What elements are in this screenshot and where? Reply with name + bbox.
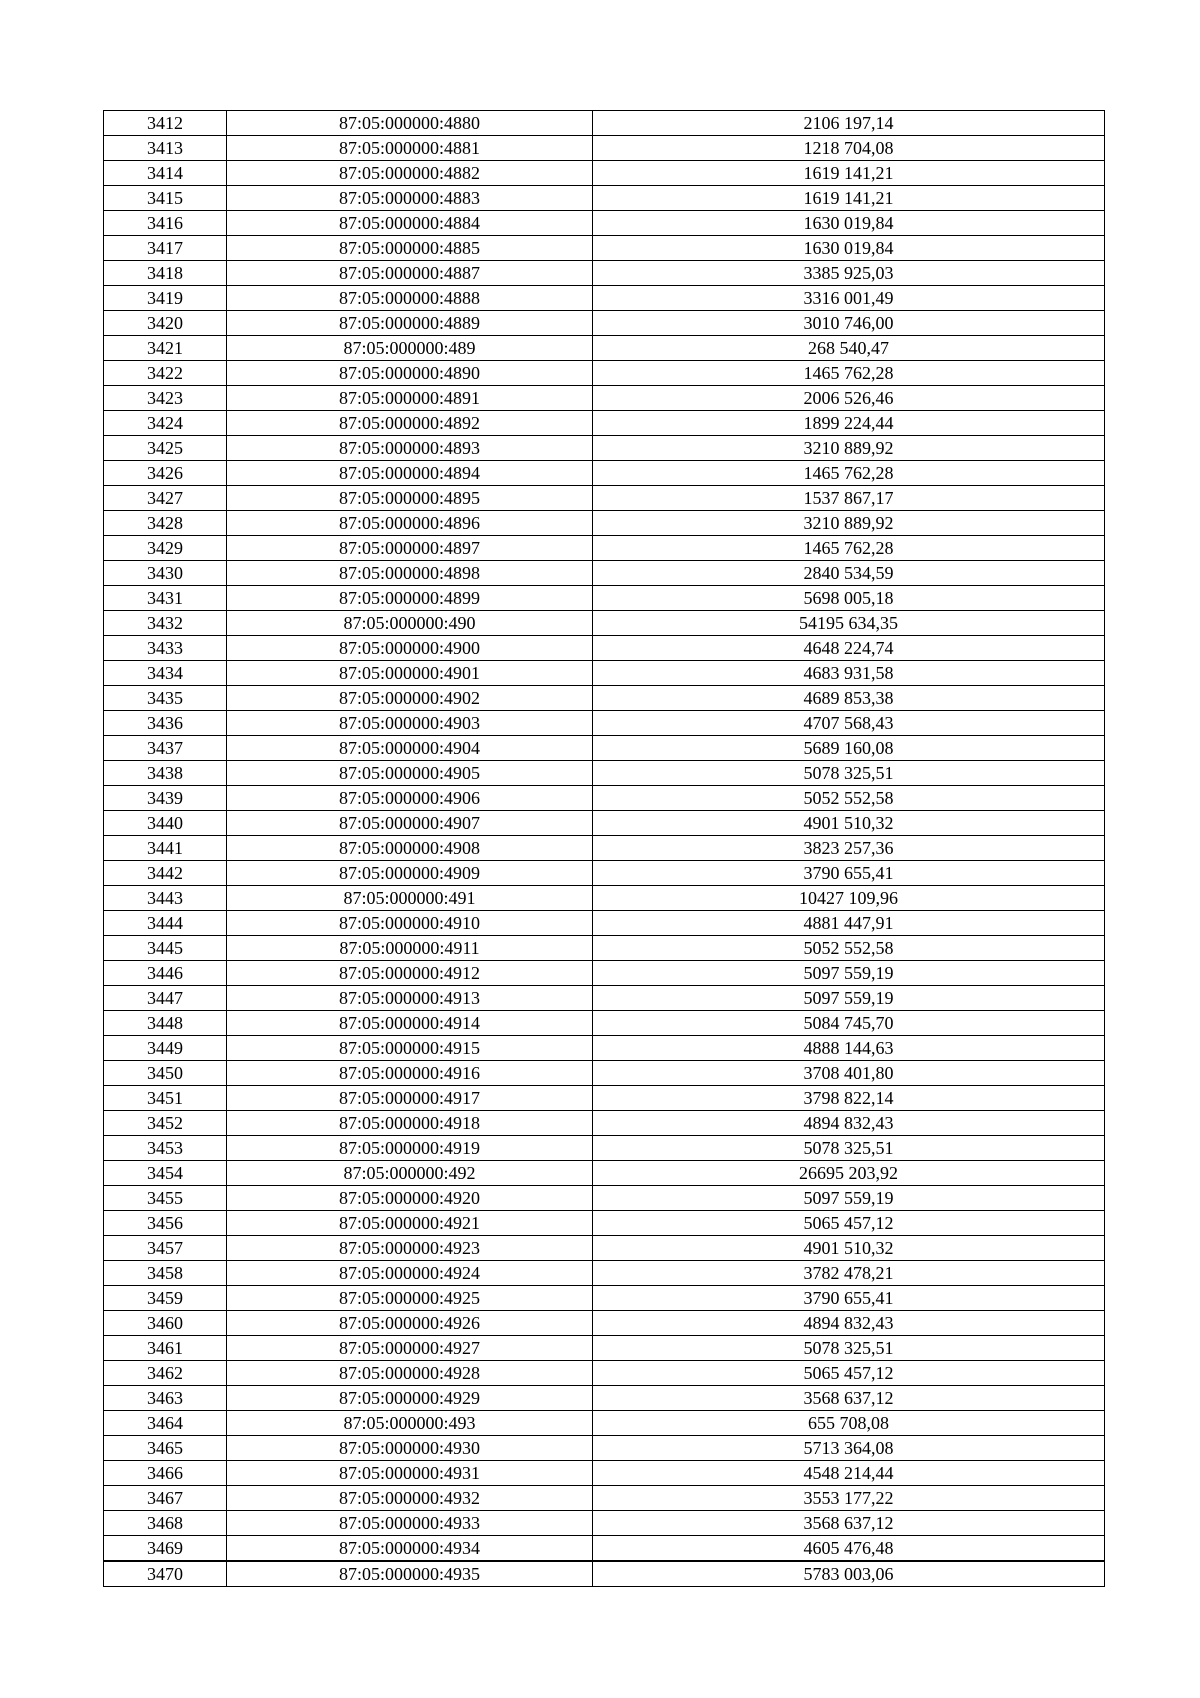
cadastral-number-cell: 87:05:000000:4906 <box>227 786 593 811</box>
value-cell: 26695 203,92 <box>593 1161 1105 1186</box>
row-number-cell: 3453 <box>104 1136 227 1161</box>
table-row <box>104 211 1105 236</box>
value-cell: 1619 141,21 <box>593 186 1105 211</box>
table-row <box>104 1136 1105 1161</box>
table-row <box>104 1386 1105 1411</box>
cadastral-number-cell: 87:05:000000:4881 <box>227 136 593 161</box>
row-number-cell: 3440 <box>104 811 227 836</box>
value-cell: 4894 832,43 <box>593 1311 1105 1336</box>
value-cell: 3568 637,12 <box>593 1386 1105 1411</box>
cadastral-number-cell: 87:05:000000:4929 <box>227 1386 593 1411</box>
row-number-cell: 3451 <box>104 1086 227 1111</box>
cadastral-number-cell: 87:05:000000:4918 <box>227 1111 593 1136</box>
cadastral-number-cell: 87:05:000000:4880 <box>227 111 593 136</box>
value-cell: 5713 364,08 <box>593 1436 1105 1461</box>
row-number-cell: 3432 <box>104 611 227 636</box>
cadastral-number-cell: 87:05:000000:4925 <box>227 1286 593 1311</box>
row-number-cell: 3431 <box>104 586 227 611</box>
table-row <box>104 961 1105 986</box>
table-row <box>104 561 1105 586</box>
cadastral-number-cell: 87:05:000000:4934 <box>227 1536 593 1562</box>
row-number-cell: 3425 <box>104 436 227 461</box>
table-row <box>104 986 1105 1011</box>
value-cell: 2006 526,46 <box>593 386 1105 411</box>
value-cell: 2840 534,59 <box>593 561 1105 586</box>
table-row <box>104 236 1105 261</box>
row-number-cell: 3450 <box>104 1061 227 1086</box>
cadastral-number-cell: 87:05:000000:4895 <box>227 486 593 511</box>
row-number-cell: 3442 <box>104 861 227 886</box>
value-cell: 3798 822,14 <box>593 1086 1105 1111</box>
table-row <box>104 136 1105 161</box>
row-number-cell: 3459 <box>104 1286 227 1311</box>
table-row <box>104 1236 1105 1261</box>
row-number-cell: 3465 <box>104 1436 227 1461</box>
row-number-cell: 3437 <box>104 736 227 761</box>
row-number-cell: 3429 <box>104 536 227 561</box>
value-cell: 5783 003,06 <box>593 1561 1105 1587</box>
value-cell: 3385 925,03 <box>593 261 1105 286</box>
cadastral-number-cell: 87:05:000000:4882 <box>227 161 593 186</box>
cadastral-number-cell: 87:05:000000:4903 <box>227 711 593 736</box>
row-number-cell: 3415 <box>104 186 227 211</box>
value-cell: 3790 655,41 <box>593 1286 1105 1311</box>
value-cell: 5097 559,19 <box>593 1186 1105 1211</box>
cadastral-number-cell: 87:05:000000:4912 <box>227 961 593 986</box>
table-row <box>104 786 1105 811</box>
table-row <box>104 1336 1105 1361</box>
row-number-cell: 3458 <box>104 1261 227 1286</box>
table-row <box>104 536 1105 561</box>
value-cell: 54195 634,35 <box>593 611 1105 636</box>
row-number-cell: 3466 <box>104 1461 227 1486</box>
row-number-cell: 3430 <box>104 561 227 586</box>
cadastral-number-cell: 87:05:000000:4933 <box>227 1511 593 1536</box>
value-cell: 5052 552,58 <box>593 936 1105 961</box>
table-row <box>104 186 1105 211</box>
table-row <box>104 586 1105 611</box>
cadastral-number-cell: 87:05:000000:4900 <box>227 636 593 661</box>
cadastral-number-cell: 87:05:000000:4884 <box>227 211 593 236</box>
table-row <box>104 1436 1105 1461</box>
value-cell: 3010 746,00 <box>593 311 1105 336</box>
table-row <box>104 736 1105 761</box>
table-row <box>104 511 1105 536</box>
cadastral-number-cell: 87:05:000000:492 <box>227 1161 593 1186</box>
value-cell: 4548 214,44 <box>593 1461 1105 1486</box>
table-row <box>104 1511 1105 1536</box>
row-number-cell: 3414 <box>104 161 227 186</box>
table-row <box>104 936 1105 961</box>
table-row <box>104 1186 1105 1211</box>
value-cell: 1465 762,28 <box>593 361 1105 386</box>
cadastral-number-cell: 87:05:000000:4916 <box>227 1061 593 1086</box>
row-number-cell: 3423 <box>104 386 227 411</box>
table-row <box>104 1361 1105 1386</box>
table-row <box>104 436 1105 461</box>
value-cell: 3210 889,92 <box>593 511 1105 536</box>
row-number-cell: 3428 <box>104 511 227 536</box>
value-cell: 3708 401,80 <box>593 1061 1105 1086</box>
cadastral-number-cell: 87:05:000000:4932 <box>227 1486 593 1511</box>
row-number-cell: 3463 <box>104 1386 227 1411</box>
cadastral-number-cell: 87:05:000000:4921 <box>227 1211 593 1236</box>
value-cell: 3568 637,12 <box>593 1511 1105 1536</box>
cadastral-number-cell: 87:05:000000:491 <box>227 886 593 911</box>
row-number-cell: 3455 <box>104 1186 227 1211</box>
cadastral-number-cell: 87:05:000000:493 <box>227 1411 593 1436</box>
row-number-cell: 3420 <box>104 311 227 336</box>
table-row <box>104 1536 1105 1562</box>
cadastral-number-cell: 87:05:000000:4927 <box>227 1336 593 1361</box>
cadastral-number-cell: 87:05:000000:490 <box>227 611 593 636</box>
value-cell: 5097 559,19 <box>593 961 1105 986</box>
row-number-cell: 3443 <box>104 886 227 911</box>
row-number-cell: 3435 <box>104 686 227 711</box>
table-row <box>104 811 1105 836</box>
table-row <box>104 461 1105 486</box>
value-cell: 4648 224,74 <box>593 636 1105 661</box>
table-row <box>104 336 1105 361</box>
cadastral-number-cell: 87:05:000000:4920 <box>227 1186 593 1211</box>
cadastral-number-cell: 87:05:000000:4901 <box>227 661 593 686</box>
cadastral-number-cell: 87:05:000000:4909 <box>227 861 593 886</box>
cadastral-number-cell: 87:05:000000:4935 <box>227 1561 593 1587</box>
table-row <box>104 836 1105 861</box>
cadastral-number-cell: 87:05:000000:4917 <box>227 1086 593 1111</box>
cadastral-number-cell: 87:05:000000:4897 <box>227 536 593 561</box>
cadastral-number-cell: 87:05:000000:4923 <box>227 1236 593 1261</box>
row-number-cell: 3468 <box>104 1511 227 1536</box>
value-cell: 4901 510,32 <box>593 1236 1105 1261</box>
row-number-cell: 3470 <box>104 1561 227 1587</box>
table-row <box>104 1011 1105 1036</box>
cadastral-number-cell: 87:05:000000:4907 <box>227 811 593 836</box>
table-row <box>104 311 1105 336</box>
cadastral-number-cell: 87:05:000000:4931 <box>227 1461 593 1486</box>
value-cell: 10427 109,96 <box>593 886 1105 911</box>
value-cell: 5078 325,51 <box>593 1336 1105 1361</box>
cadastral-number-cell: 87:05:000000:4892 <box>227 411 593 436</box>
value-cell: 268 540,47 <box>593 336 1105 361</box>
cadastral-number-cell: 87:05:000000:4890 <box>227 361 593 386</box>
table-row <box>104 611 1105 636</box>
value-cell: 5698 005,18 <box>593 586 1105 611</box>
table-row <box>104 1061 1105 1086</box>
cadastral-number-cell: 87:05:000000:4915 <box>227 1036 593 1061</box>
table-row <box>104 1036 1105 1061</box>
table-row <box>104 111 1105 136</box>
row-number-cell: 3417 <box>104 236 227 261</box>
value-cell: 5084 745,70 <box>593 1011 1105 1036</box>
cadastral-number-cell: 87:05:000000:4887 <box>227 261 593 286</box>
value-cell: 4707 568,43 <box>593 711 1105 736</box>
cadastral-number-cell: 87:05:000000:4928 <box>227 1361 593 1386</box>
cadastral-number-cell: 87:05:000000:4910 <box>227 911 593 936</box>
cadastral-number-cell: 87:05:000000:4894 <box>227 461 593 486</box>
value-cell: 5097 559,19 <box>593 986 1105 1011</box>
cadastral-number-cell: 87:05:000000:489 <box>227 336 593 361</box>
table-row <box>104 1211 1105 1236</box>
value-cell: 1465 762,28 <box>593 536 1105 561</box>
table-row <box>104 411 1105 436</box>
row-number-cell: 3419 <box>104 286 227 311</box>
table-row <box>104 1486 1105 1511</box>
table-row <box>104 1461 1105 1486</box>
cadastral-number-cell: 87:05:000000:4896 <box>227 511 593 536</box>
table-row <box>104 386 1105 411</box>
row-number-cell: 3467 <box>104 1486 227 1511</box>
cadastral-number-cell: 87:05:000000:4885 <box>227 236 593 261</box>
row-number-cell: 3461 <box>104 1336 227 1361</box>
cadastral-number-cell: 87:05:000000:4889 <box>227 311 593 336</box>
value-cell: 4888 144,63 <box>593 1036 1105 1061</box>
table-row <box>104 1111 1105 1136</box>
value-cell: 1630 019,84 <box>593 236 1105 261</box>
table-row <box>104 711 1105 736</box>
cadastral-number-cell: 87:05:000000:4911 <box>227 936 593 961</box>
table-row <box>104 861 1105 886</box>
row-number-cell: 3444 <box>104 911 227 936</box>
cadastral-number-cell: 87:05:000000:4891 <box>227 386 593 411</box>
row-number-cell: 3418 <box>104 261 227 286</box>
table-row <box>104 486 1105 511</box>
value-cell: 1465 762,28 <box>593 461 1105 486</box>
cadastral-number-cell: 87:05:000000:4924 <box>227 1261 593 1286</box>
cadastral-number-cell: 87:05:000000:4899 <box>227 586 593 611</box>
cadastral-number-cell: 87:05:000000:4905 <box>227 761 593 786</box>
row-number-cell: 3438 <box>104 761 227 786</box>
cadastral-number-cell: 87:05:000000:4902 <box>227 686 593 711</box>
table-row <box>104 161 1105 186</box>
value-cell: 4901 510,32 <box>593 811 1105 836</box>
cadastral-number-cell: 87:05:000000:4893 <box>227 436 593 461</box>
value-cell: 1630 019,84 <box>593 211 1105 236</box>
value-cell: 4894 832,43 <box>593 1111 1105 1136</box>
table-row <box>104 1161 1105 1186</box>
row-number-cell: 3436 <box>104 711 227 736</box>
cadastral-number-cell: 87:05:000000:4914 <box>227 1011 593 1036</box>
row-number-cell: 3424 <box>104 411 227 436</box>
row-number-cell: 3447 <box>104 986 227 1011</box>
cadastral-value-table <box>103 110 1105 1587</box>
row-number-cell: 3413 <box>104 136 227 161</box>
table-body <box>104 111 1105 1587</box>
row-number-cell: 3412 <box>104 111 227 136</box>
value-cell: 3782 478,21 <box>593 1261 1105 1286</box>
row-number-cell: 3439 <box>104 786 227 811</box>
value-cell: 5065 457,12 <box>593 1361 1105 1386</box>
table-row <box>104 361 1105 386</box>
row-number-cell: 3445 <box>104 936 227 961</box>
value-cell: 5052 552,58 <box>593 786 1105 811</box>
cadastral-number-cell: 87:05:000000:4898 <box>227 561 593 586</box>
table-row <box>104 1411 1105 1436</box>
row-number-cell: 3448 <box>104 1011 227 1036</box>
value-cell: 4689 853,38 <box>593 686 1105 711</box>
row-number-cell: 3449 <box>104 1036 227 1061</box>
value-cell: 5065 457,12 <box>593 1211 1105 1236</box>
value-cell: 4683 931,58 <box>593 661 1105 686</box>
row-number-cell: 3456 <box>104 1211 227 1236</box>
cadastral-number-cell: 87:05:000000:4913 <box>227 986 593 1011</box>
table-row <box>104 1561 1105 1587</box>
row-number-cell: 3464 <box>104 1411 227 1436</box>
row-number-cell: 3421 <box>104 336 227 361</box>
value-cell: 2106 197,14 <box>593 111 1105 136</box>
cadastral-number-cell: 87:05:000000:4926 <box>227 1311 593 1336</box>
row-number-cell: 3469 <box>104 1536 227 1562</box>
value-cell: 655 708,08 <box>593 1411 1105 1436</box>
value-cell: 3790 655,41 <box>593 861 1105 886</box>
table-row <box>104 1261 1105 1286</box>
table-row <box>104 761 1105 786</box>
row-number-cell: 3454 <box>104 1161 227 1186</box>
table-row <box>104 911 1105 936</box>
table-row <box>104 661 1105 686</box>
table-row <box>104 1311 1105 1336</box>
value-cell: 3210 889,92 <box>593 436 1105 461</box>
value-cell: 1619 141,21 <box>593 161 1105 186</box>
cadastral-number-cell: 87:05:000000:4919 <box>227 1136 593 1161</box>
row-number-cell: 3457 <box>104 1236 227 1261</box>
value-cell: 1899 224,44 <box>593 411 1105 436</box>
table-row <box>104 286 1105 311</box>
value-cell: 3316 001,49 <box>593 286 1105 311</box>
value-cell: 4605 476,48 <box>593 1536 1105 1562</box>
row-number-cell: 3416 <box>104 211 227 236</box>
cadastral-number-cell: 87:05:000000:4930 <box>227 1436 593 1461</box>
row-number-cell: 3433 <box>104 636 227 661</box>
row-number-cell: 3446 <box>104 961 227 986</box>
row-number-cell: 3434 <box>104 661 227 686</box>
row-number-cell: 3422 <box>104 361 227 386</box>
table-row <box>104 1086 1105 1111</box>
row-number-cell: 3452 <box>104 1111 227 1136</box>
value-cell: 5689 160,08 <box>593 736 1105 761</box>
cadastral-number-cell: 87:05:000000:4908 <box>227 836 593 861</box>
row-number-cell: 3441 <box>104 836 227 861</box>
row-number-cell: 3462 <box>104 1361 227 1386</box>
table-row <box>104 686 1105 711</box>
table-row <box>104 636 1105 661</box>
row-number-cell: 3427 <box>104 486 227 511</box>
value-cell: 4881 447,91 <box>593 911 1105 936</box>
row-number-cell: 3460 <box>104 1311 227 1336</box>
cadastral-number-cell: 87:05:000000:4904 <box>227 736 593 761</box>
value-cell: 3553 177,22 <box>593 1486 1105 1511</box>
value-cell: 5078 325,51 <box>593 761 1105 786</box>
value-cell: 3823 257,36 <box>593 836 1105 861</box>
value-cell: 1218 704,08 <box>593 136 1105 161</box>
row-number-cell: 3426 <box>104 461 227 486</box>
value-cell: 1537 867,17 <box>593 486 1105 511</box>
cadastral-number-cell: 87:05:000000:4888 <box>227 286 593 311</box>
table-row <box>104 261 1105 286</box>
table-row <box>104 1286 1105 1311</box>
cadastral-number-cell: 87:05:000000:4883 <box>227 186 593 211</box>
table-row <box>104 886 1105 911</box>
value-cell: 5078 325,51 <box>593 1136 1105 1161</box>
